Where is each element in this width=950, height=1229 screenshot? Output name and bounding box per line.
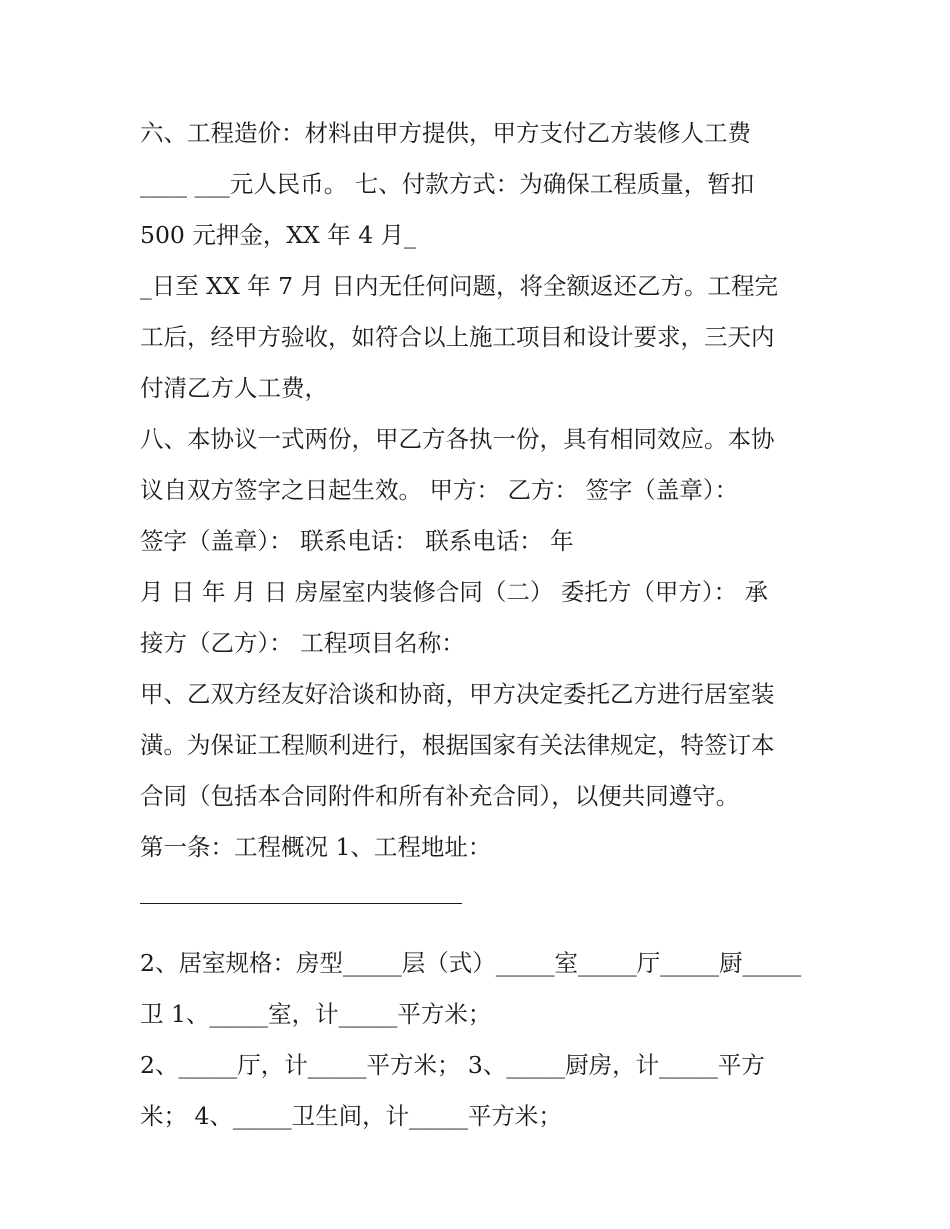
text-line: 500 元押金，XX 年 4 月_ <box>140 221 416 249</box>
text-line: 八、本协议一式两份，甲乙方各执一份，具有相同效应。本协 <box>140 425 775 453</box>
text-line: ____ ___元人民币。 七、付款方式：为确保工程质量，暂扣 <box>140 170 755 198</box>
address-underline <box>140 903 462 904</box>
document-body <box>140 108 820 1142</box>
text-line: 甲、乙双方经友好洽谈和协商，甲方决定委托乙方进行居室装 <box>140 680 775 708</box>
text-line: 议自双方签字之日起生效。 甲方： 乙方： 签字（盖章）： <box>140 476 739 504</box>
text-line: 合同（包括本合同附件和所有补充合同），以便共同遵守。 <box>140 782 740 810</box>
text-line: 签字（盖章）： 联系电话： 联系电话： 年 <box>140 527 574 555</box>
text-line: 米； 4、_____卫生间，计_____平方米； <box>140 1102 562 1130</box>
text-line: _日至 XX 年 7 月 日内无任何问题，将全额返还乙方。工程完 <box>140 272 779 300</box>
text-line: 工后，经甲方验收，如符合以上施工项目和设计要求，三天内 <box>140 323 775 351</box>
text-line: 2、_____厅，计_____平方米； 3、_____厨房，计_____平方 <box>140 1051 765 1079</box>
text-line: 六、工程造价：材料由甲方提供，甲方支付乙方装修人工费 <box>140 119 751 147</box>
text-line: 月 日 年 月 日 房屋室内装修合同（二） 委托方（甲方）： 承 <box>140 578 769 606</box>
text-line: 卫 1、_____室，计_____平方米； <box>140 1000 492 1028</box>
text-line: 第一条：工程概况 1、工程地址： <box>140 833 492 861</box>
text-line: 潢。为保证工程顺利进行，根据国家有关法律规定，特签订本 <box>140 731 775 759</box>
text-line: 接方（乙方）： 工程项目名称： <box>140 629 465 657</box>
address-blank-line <box>140 873 820 911</box>
text-line: 付清乙方人工费， <box>140 374 328 402</box>
text-line: 2、居室规格：房型_____层（式）_____室_____厅_____厨_____ <box>140 949 802 977</box>
